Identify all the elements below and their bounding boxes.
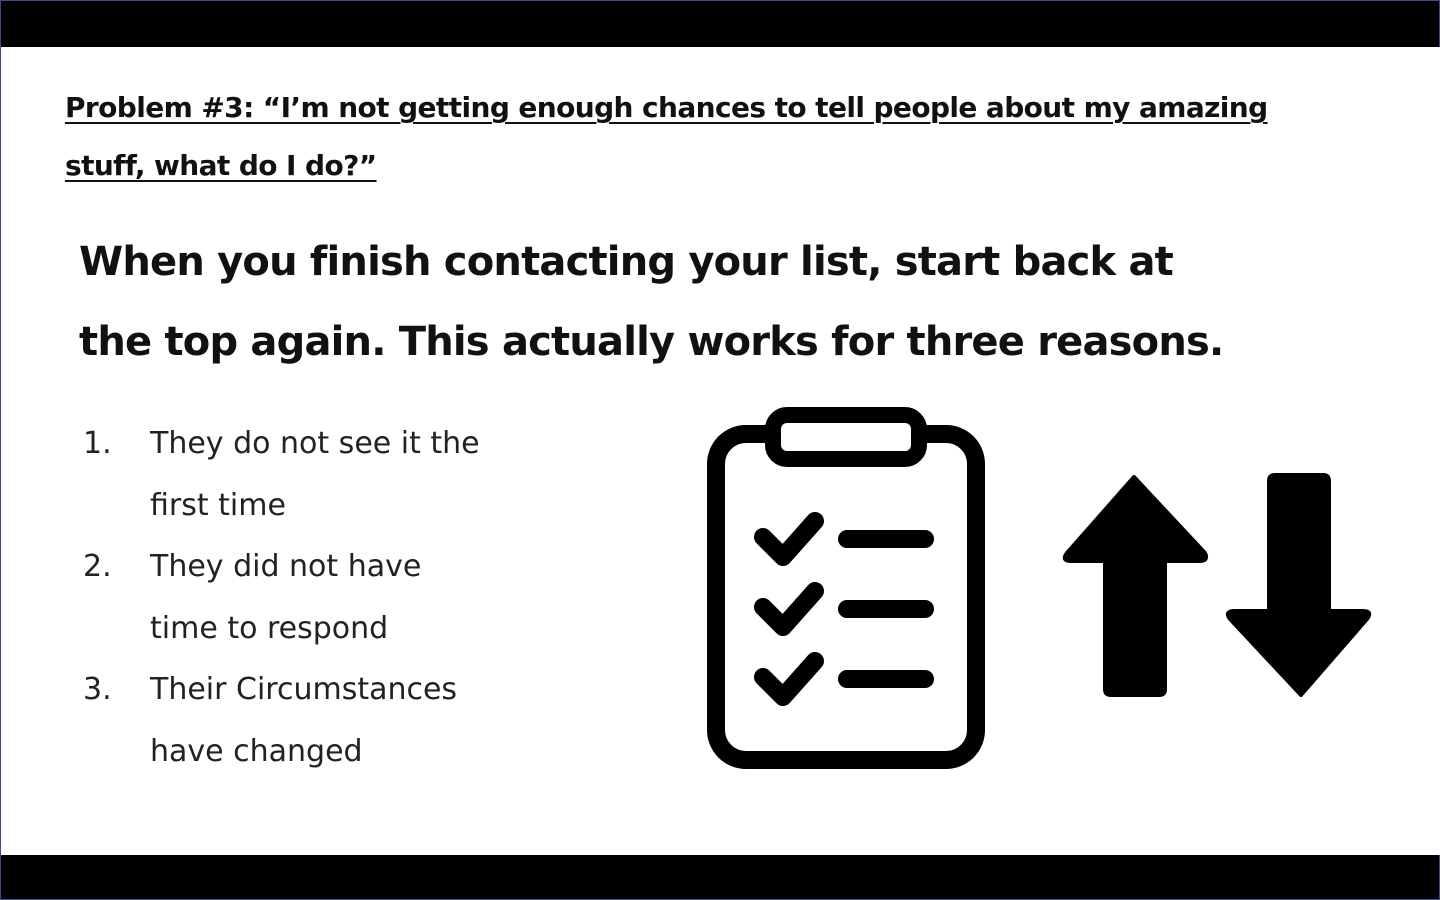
list-item-line-1: Their Circumstances — [150, 672, 458, 707]
list-item — [83, 413, 583, 536]
list-item-text — [150, 413, 550, 536]
clipboard-checklist-icon — [707, 407, 985, 769]
problem-title-line-2: stuff, what do I do?” — [65, 149, 377, 182]
list-item — [83, 536, 583, 659]
list-item-line-2: time to respond — [150, 610, 389, 646]
reasons-list — [83, 413, 583, 782]
arrow-down-icon — [1228, 475, 1369, 695]
list-item-number: 2. — [83, 549, 112, 584]
list-item-line-2: first time — [150, 487, 286, 523]
headline — [79, 222, 1339, 382]
list-item-number: 3. — [83, 672, 112, 707]
slide — [1, 47, 1440, 855]
list-item-text — [150, 659, 550, 782]
arrow-up-icon — [1065, 477, 1206, 695]
sort-arrows-icon — [1061, 473, 1373, 699]
problem-title-line-1: Problem #3: “I’m not getting enough chances to tell people about my amazing — [65, 91, 1268, 124]
problem-title — [65, 79, 1375, 195]
list-item-line-2: have changed — [150, 733, 363, 769]
headline-line-1: When you finish contacting your list, start back at — [79, 239, 1173, 285]
list-item-line-1: They do not see it the — [150, 426, 480, 461]
list-item-number: 1. — [83, 426, 112, 461]
headline-line-2: the top again. This actually works for three reasons. — [79, 319, 1224, 365]
list-item-line-1: They did not have — [150, 549, 422, 584]
list-item — [83, 659, 583, 782]
list-item-text — [150, 536, 550, 659]
